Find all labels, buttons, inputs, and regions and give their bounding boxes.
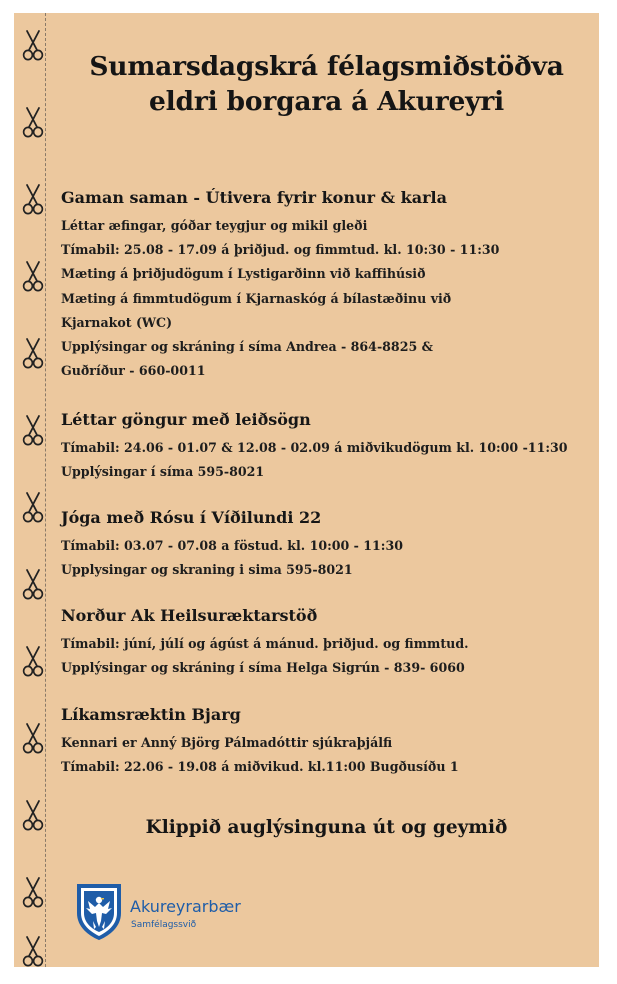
section-title: Jóga með Rósu í Víðilundi 22 [61,508,322,527]
scissors-icon [20,260,46,294]
section-line: Mæting á fimmtudögum í Kjarnaskóg á bílastæðinu við [61,290,452,306]
title-line-2: eldri borgara á Akureyri [149,86,504,117]
section-line: Guðríður - 660-0011 [61,363,206,379]
brand-name: Akureyrarbær [130,897,241,916]
section-line: Tímabil: júní, júlí og ágúst á mánud. þriðjud. og fimmtud. [61,636,469,651]
section-title: Léttar göngur með leiðsögn [61,410,311,429]
scissors-icon [20,491,46,525]
scissors-icon [20,337,46,371]
scissors-icon [20,414,46,448]
section-gaman-saman [61,187,591,383]
scissors-icon [20,722,46,756]
flyer-title [59,49,594,119]
section-line: Tímabil: 24.06 - 01.07 & 12.08 - 02.09 á miðvikudögum kl. 10:00 -11:30 [61,440,568,455]
scissors-icon [20,29,46,63]
akureyrarbaer-logo [76,883,276,943]
scissors-icon [20,876,46,910]
section-line: Tímabil: 22.06 - 19.08 á miðvikud. kl.11:00 Bugðusíðu 1 [61,759,459,775]
section-line: Kjarnakot (WC) [61,314,173,330]
section-line: Upplýsingar og skráning í síma Helga Sigrún - 839- 6060 [61,660,465,676]
scissors-icon [20,106,46,140]
scissors-icon [20,799,46,833]
section-title: Norður Ak Heilsuræktarstöð [61,606,318,625]
scissors-icon [20,183,46,217]
section-likamsraektin-bjarg [61,704,591,779]
scissors-icon [20,568,46,602]
section-line: Upplýsingar og skráning í síma Andrea - 864-8825 & [61,339,433,355]
akureyri-crest-icon [76,883,122,941]
section-line: Tímabil: 03.07 - 07.08 a föstud. kl. 10:00 - 11:30 [61,538,403,553]
section-line: Kennari er Anný Björg Pálmadóttir sjúkraþjálfi [61,735,393,750]
footer-note: Klippið auglýsinguna út og geymið [145,817,508,838]
section-line: Upplýsingar í síma 595-8021 [61,464,265,480]
section-title: Líkamsræktin Bjarg [61,705,241,724]
section-line: Mæting á þriðjudögum í Lystigarðinn við kaffihúsið [61,266,426,282]
section-lettar-gongur [61,409,591,484]
section-nordur-ak [61,605,591,680]
section-line: Léttar æfingar, góðar teygjur og mikil gleði [61,218,368,233]
brand-subtitle: Samfélagssvið [131,920,197,930]
section-line: Tímabil: 25.08 - 17.09 á þriðjud. og fimmtud. kl. 10:30 - 11:30 [61,242,500,258]
scissors-icon [20,935,46,967]
section-title: Gaman saman - Útivera fyrir konur & karla [61,188,447,207]
scissors-icon [20,645,46,679]
flyer [14,13,599,967]
title-line-1: Sumarsdagskrá félagsmiðstöðva [89,51,564,82]
section-joga [61,507,591,582]
section-line: Upplysingar og skraning i sima 595-8021 [61,562,353,578]
